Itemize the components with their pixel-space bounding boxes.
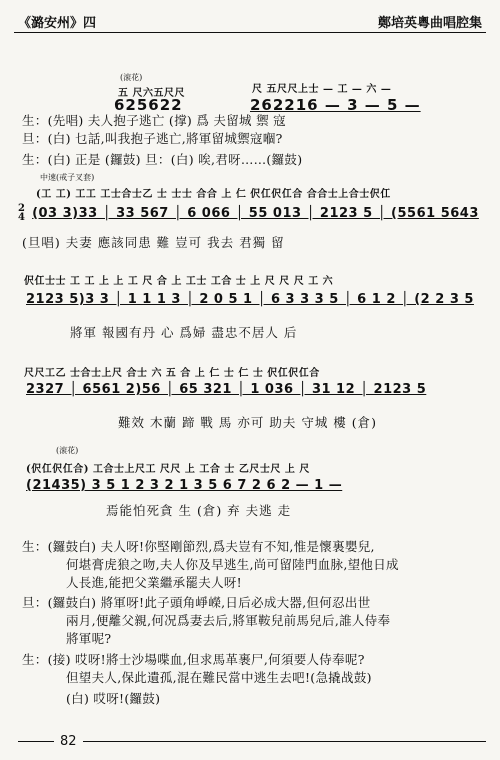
header-title-right: 鄭培英粵曲唱腔集 [377, 16, 482, 31]
jianpu-line-5: (21435) 3 5 1 2 3 2 1 3 5 6 7 2 6 2 — 1 — [26, 478, 343, 493]
dialogue-top-2: 旦：(白) 乜話,叫我抱子逃亡,將軍留城禦寇嗰? [22, 131, 283, 146]
jianpu-line-1b: 262216 — 3 — 5 — [250, 96, 421, 114]
dialogue-bottom-4: 旦：(鑼鼓白) 將軍呀!此子頭角崢嶸,日后必成大器,但何忍出世 [22, 595, 371, 610]
dialogue-bottom-5: 兩月,便離父親,何况爲妻去后,將軍鞍兒前馬兒后,誰人侍奉 [66, 613, 391, 628]
dialogue-bottom-9: (白) 哎呀!(鑼鼓) [66, 691, 161, 706]
jianpu-line-1a: 625622 [114, 96, 183, 114]
dialogue-bottom-7: 生：(接) 哎呀!將士沙場喋血,但求馬革裹尸,何須要人侍奉呢? [22, 652, 365, 667]
gongche-line-1a: 五 尺六五尺尺 [118, 88, 185, 99]
tempo-marking-3: (滚花) [56, 446, 79, 455]
tempo-marking-1: (滚花) [120, 73, 143, 82]
dialogue-bottom-3: 人長進,能把父業繼承罷夫人呀! [66, 575, 242, 590]
lyrics-line-3: 難效 木蘭 蹄 戰 馬 亦可 助夫 守城 樓 (倉) [118, 415, 378, 430]
jianpu-line-4: 2327 │ 6561 2)56 │ 65 321 │ 1 036 │ 31 12 │ 2123 5 [26, 382, 427, 397]
tempo-marking-2: 中速(戒子叉套) [40, 173, 95, 182]
dialogue-top-3: 生：(白) 正是 (鑼鼓) 旦：(白) 唉,君呀……(鑼鼓) [22, 152, 303, 167]
jianpu-line-3: 2123 5)3 3 │ 1 1 1 3 │ 2 0 5 1 │ 6 3 3 3 5 │ 6 1 2 │ (2 2 3 5 [26, 292, 474, 307]
dialogue-top-1: 生：(先唱) 夫人抱子逃亡 (撑) 爲 夫留城 禦 寇 [22, 113, 286, 128]
dialogue-bottom-1: 生：(鑼鼓白) 夫人呀!你堅剛節烈,爲夫豈有不知,惟是懷裏嬰兒, [22, 539, 375, 554]
header-title-left: 《潞安州》四 [18, 16, 97, 31]
dialogue-bottom-2: 何堪膏虎狼之吻,夫人你及早逃生,尚可留陸門血脉,望他日成 [66, 557, 399, 572]
footer-rule [18, 741, 486, 742]
gongche-line-1b: 尺 五尺尺上士 — 工 — 六 — [252, 84, 392, 95]
header-rule [14, 32, 486, 33]
lyrics-line-1: (旦唱) 夫妻 應該同患 難 豈可 我去 君獨 留 [22, 235, 285, 250]
gongche-line-5: (伬仜伬仜合) 工合士上尺工 尺尺 上 工合 士 乙尺士尺 上 尺 [26, 464, 310, 475]
gongche-line-2: (工 工) 工工 工士合士乙 士 士士 合合 上 仁 伬仜伬仜合 合合士上合士伬仜 [36, 189, 391, 200]
lyrics-line-2: 將軍 報國有丹 心 爲婦 盡忠不居人 后 [70, 325, 298, 340]
time-signature: 2 4 [18, 202, 25, 223]
lyrics-line-4: 焉能怕死貪 生 (倉) 弃 夫逃 走 [106, 503, 292, 518]
gongche-line-4: 尺尺工乙 士合士上尺 合士 六 五 合 上 仁 士 仁 士 伬仜伬仜合 [24, 368, 320, 379]
gongche-line-3: 伬仜士士 工 工 上 上 工 尺 合 上 工士 工合 士 上 尺 尺 尺 工 六 [24, 276, 334, 287]
system-1-notation [18, 202, 479, 222]
page-number: 82 [54, 734, 83, 749]
dialogue-bottom-8: 但望夫人,保此遺孤,混在難民當中逃生去吧!(急撬战鼓) [66, 670, 372, 685]
dialogue-bottom-6: 將軍呢? [66, 631, 112, 646]
jianpu-line-2: (03 3)33 │ 33 567 │ 6 066 │ 55 013 │ 2123 5 │ (5561 5643 [32, 206, 479, 221]
